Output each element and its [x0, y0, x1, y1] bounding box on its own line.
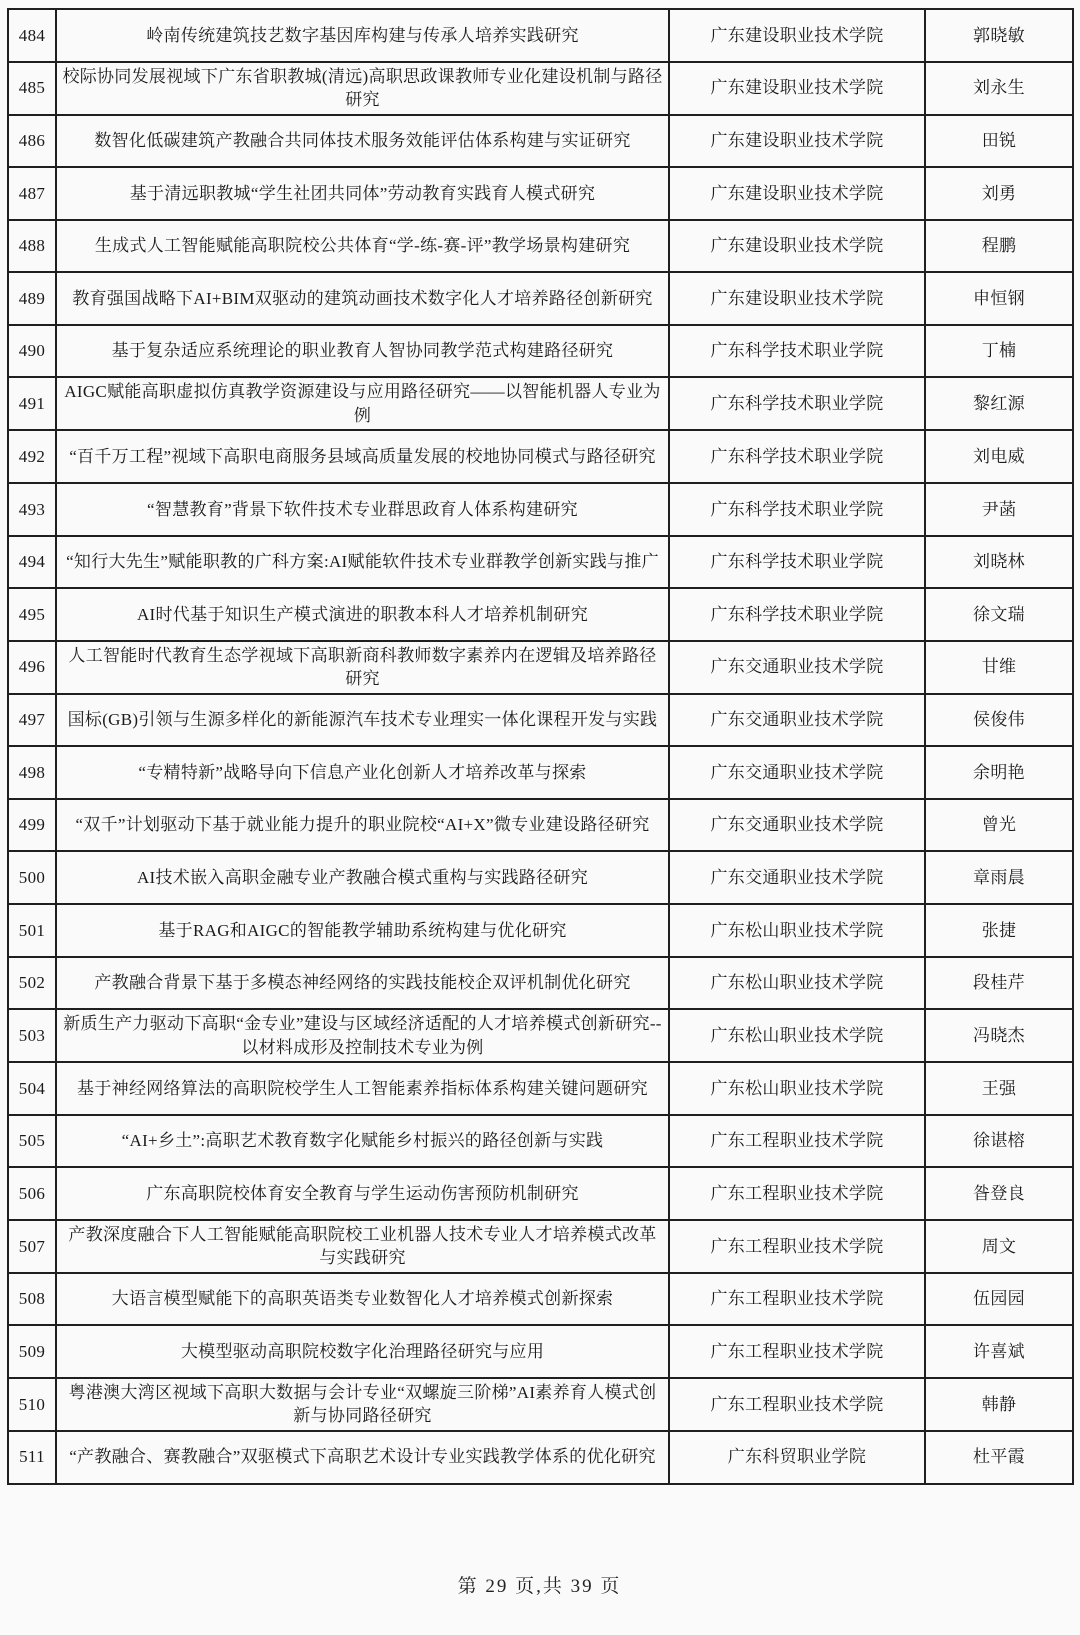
cell-no: 490	[8, 325, 56, 378]
cell-person: 尹菡	[925, 483, 1073, 536]
table-row	[8, 9, 1073, 62]
cell-no: 499	[8, 799, 56, 852]
cell-no: 496	[8, 641, 56, 694]
cell-title: “产教融合、赛教融合”双驱模式下高职艺术设计专业实践教学体系的优化研究	[56, 1431, 669, 1484]
table-row	[8, 1009, 1073, 1062]
cell-org: 广东科学技术职业学院	[669, 483, 925, 536]
cell-person: 韩静	[925, 1378, 1073, 1431]
table-row	[8, 62, 1073, 115]
cell-person: 徐文瑞	[925, 588, 1073, 641]
table-row	[8, 1378, 1073, 1431]
cell-org: 广东交通职业技术学院	[669, 799, 925, 852]
cell-person: 丁楠	[925, 325, 1073, 378]
cell-org: 广东科学技术职业学院	[669, 377, 925, 430]
cell-org: 广东建设职业技术学院	[669, 167, 925, 220]
cell-person: 刘晓林	[925, 536, 1073, 589]
cell-org: 广东工程职业技术学院	[669, 1325, 925, 1378]
cell-org: 广东松山职业技术学院	[669, 904, 925, 957]
table-row	[8, 377, 1073, 430]
cell-no: 494	[8, 536, 56, 589]
cell-title: 大模型驱动高职院校数字化治理路径研究与应用	[56, 1325, 669, 1378]
cell-person: 甘维	[925, 641, 1073, 694]
cell-title: 岭南传统建筑技艺数字基因库构建与传承人培养实践研究	[56, 9, 669, 62]
cell-org: 广东建设职业技术学院	[669, 272, 925, 325]
table-row	[8, 325, 1073, 378]
cell-org: 广东松山职业技术学院	[669, 1009, 925, 1062]
table-row	[8, 1062, 1073, 1115]
cell-no: 505	[8, 1115, 56, 1168]
cell-org: 广东松山职业技术学院	[669, 957, 925, 1010]
cell-no: 497	[8, 694, 56, 747]
table-row	[8, 1273, 1073, 1326]
cell-title: 粤港澳大湾区视域下高职大数据与会计专业“双螺旋三阶梯”AI素养育人模式创新与协同路径研究	[56, 1378, 669, 1431]
cell-title: “百千万工程”视域下高职电商服务县域高质量发展的校地协同模式与路径研究	[56, 430, 669, 483]
cell-person: 曾光	[925, 799, 1073, 852]
cell-person: 杜平霞	[925, 1431, 1073, 1484]
cell-org: 广东工程职业技术学院	[669, 1167, 925, 1220]
cell-org: 广东科贸职业学院	[669, 1431, 925, 1484]
cell-person: 黎红源	[925, 377, 1073, 430]
cell-org: 广东建设职业技术学院	[669, 220, 925, 273]
table-row	[8, 588, 1073, 641]
cell-no: 488	[8, 220, 56, 273]
cell-person: 申恒钢	[925, 272, 1073, 325]
cell-org: 广东工程职业技术学院	[669, 1378, 925, 1431]
cell-title: “智慧教育”背景下软件技术专业群思政育人体系构建研究	[56, 483, 669, 536]
table-row	[8, 167, 1073, 220]
cell-person: 刘电威	[925, 430, 1073, 483]
cell-no: 485	[8, 62, 56, 115]
cell-no: 507	[8, 1220, 56, 1273]
table-row	[8, 746, 1073, 799]
cell-no: 484	[8, 9, 56, 62]
cell-org: 广东交通职业技术学院	[669, 746, 925, 799]
cell-no: 509	[8, 1325, 56, 1378]
cell-title: AIGC赋能高职虚拟仿真教学资源建设与应用路径研究——以智能机器人专业为例	[56, 377, 669, 430]
cell-title: 国标(GB)引领与生源多样化的新能源汽车技术专业理实一体化课程开发与实践	[56, 694, 669, 747]
cell-org: 广东科学技术职业学院	[669, 430, 925, 483]
cell-org: 广东松山职业技术学院	[669, 1062, 925, 1115]
cell-no: 486	[8, 115, 56, 168]
table-row	[8, 904, 1073, 957]
cell-no: 493	[8, 483, 56, 536]
cell-title: “专精特新”战略导向下信息产业化创新人才培养改革与探索	[56, 746, 669, 799]
cell-no: 510	[8, 1378, 56, 1431]
table-row	[8, 694, 1073, 747]
cell-person: 周文	[925, 1220, 1073, 1273]
cell-org: 广东工程职业技术学院	[669, 1115, 925, 1168]
table-row	[8, 483, 1073, 536]
cell-title: 基于复杂适应系统理论的职业教育人智协同教学范式构建路径研究	[56, 325, 669, 378]
cell-title: 数智化低碳建筑产教融合共同体技术服务效能评估体系构建与实证研究	[56, 115, 669, 168]
cell-person: 章雨晨	[925, 851, 1073, 904]
cell-no: 500	[8, 851, 56, 904]
table-row	[8, 1325, 1073, 1378]
cell-org: 广东建设职业技术学院	[669, 62, 925, 115]
cell-org: 广东交通职业技术学院	[669, 694, 925, 747]
cell-person: 段桂芹	[925, 957, 1073, 1010]
cell-person: 田锐	[925, 115, 1073, 168]
cell-no: 501	[8, 904, 56, 957]
cell-person: 余明艳	[925, 746, 1073, 799]
cell-no: 506	[8, 1167, 56, 1220]
table-row	[8, 220, 1073, 273]
cell-title: “AI+乡土”:高职艺术教育数字化赋能乡村振兴的路径创新与实践	[56, 1115, 669, 1168]
cell-org: 广东交通职业技术学院	[669, 641, 925, 694]
cell-no: 491	[8, 377, 56, 430]
cell-person: 张捷	[925, 904, 1073, 957]
project-approval-table	[7, 8, 1074, 1485]
cell-no: 502	[8, 957, 56, 1010]
cell-title: 产教融合背景下基于多模态神经网络的实践技能校企双评机制优化研究	[56, 957, 669, 1010]
cell-org: 广东科学技术职业学院	[669, 588, 925, 641]
cell-org: 广东科学技术职业学院	[669, 325, 925, 378]
cell-person: 郭晓敏	[925, 9, 1073, 62]
table-row	[8, 115, 1073, 168]
cell-title: 校际协同发展视域下广东省职教城(清远)高职思政课教师专业化建设机制与路径研究	[56, 62, 669, 115]
table-row	[8, 1220, 1073, 1273]
cell-title: “双千”计划驱动下基于就业能力提升的职业院校“AI+X”微专业建设路径研究	[56, 799, 669, 852]
cell-title: AI时代基于知识生产模式演进的职教本科人才培养机制研究	[56, 588, 669, 641]
table-row	[8, 1167, 1073, 1220]
cell-person: 徐谌榕	[925, 1115, 1073, 1168]
cell-person: 刘勇	[925, 167, 1073, 220]
table-row	[8, 1115, 1073, 1168]
cell-title: 教育强国战略下AI+BIM双驱动的建筑动画技术数字化人才培养路径创新研究	[56, 272, 669, 325]
cell-org: 广东建设职业技术学院	[669, 9, 925, 62]
cell-person: 许喜斌	[925, 1325, 1073, 1378]
cell-person: 昝登良	[925, 1167, 1073, 1220]
cell-title: 基于RAG和AIGC的智能教学辅助系统构建与优化研究	[56, 904, 669, 957]
cell-person: 王强	[925, 1062, 1073, 1115]
cell-no: 503	[8, 1009, 56, 1062]
table-row	[8, 536, 1073, 589]
cell-title: 大语言模型赋能下的高职英语类专业数智化人才培养模式创新探索	[56, 1273, 669, 1326]
table-row	[8, 1431, 1073, 1484]
cell-no: 498	[8, 746, 56, 799]
table-body	[8, 9, 1073, 1484]
cell-person: 程鹏	[925, 220, 1073, 273]
cell-person: 伍园园	[925, 1273, 1073, 1326]
table-row	[8, 851, 1073, 904]
page-number-footer: 第 29 页,共 39 页	[457, 1575, 622, 1597]
cell-title: 广东高职院校体育安全教育与学生运动伤害预防机制研究	[56, 1167, 669, 1220]
cell-person: 刘永生	[925, 62, 1073, 115]
cell-no: 504	[8, 1062, 56, 1115]
cell-no: 495	[8, 588, 56, 641]
table-row	[8, 957, 1073, 1010]
table-row	[8, 272, 1073, 325]
cell-no: 489	[8, 272, 56, 325]
cell-org: 广东工程职业技术学院	[669, 1273, 925, 1326]
cell-no: 487	[8, 167, 56, 220]
cell-org: 广东科学技术职业学院	[669, 536, 925, 589]
cell-no: 511	[8, 1431, 56, 1484]
table-row	[8, 430, 1073, 483]
cell-title: 基于神经网络算法的高职院校学生人工智能素养指标体系构建关键问题研究	[56, 1062, 669, 1115]
cell-title: 人工智能时代教育生态学视域下高职新商科教师数字素养内在逻辑及培养路径研究	[56, 641, 669, 694]
cell-title: “知行大先生”赋能职教的广科方案:AI赋能软件技术专业群教学创新实践与推广	[56, 536, 669, 589]
cell-title: 产教深度融合下人工智能赋能高职院校工业机器人技术专业人才培养模式改革与实践研究	[56, 1220, 669, 1273]
table-row	[8, 641, 1073, 694]
table-row	[8, 799, 1073, 852]
cell-no: 492	[8, 430, 56, 483]
cell-title: 新质生产力驱动下高职“金专业”建设与区域经济适配的人才培养模式创新研究--以材料成形及控制技术专业为例	[56, 1009, 669, 1062]
cell-org: 广东工程职业技术学院	[669, 1220, 925, 1273]
cell-org: 广东建设职业技术学院	[669, 115, 925, 168]
cell-person: 侯俊伟	[925, 694, 1073, 747]
cell-org: 广东交通职业技术学院	[669, 851, 925, 904]
cell-title: 生成式人工智能赋能高职院校公共体育“学-练-赛-评”教学场景构建研究	[56, 220, 669, 273]
cell-no: 508	[8, 1273, 56, 1326]
cell-person: 冯晓杰	[925, 1009, 1073, 1062]
cell-title: AI技术嵌入高职金融专业产教融合模式重构与实践路径研究	[56, 851, 669, 904]
cell-title: 基于清远职教城“学生社团共同体”劳动教育实践育人模式研究	[56, 167, 669, 220]
